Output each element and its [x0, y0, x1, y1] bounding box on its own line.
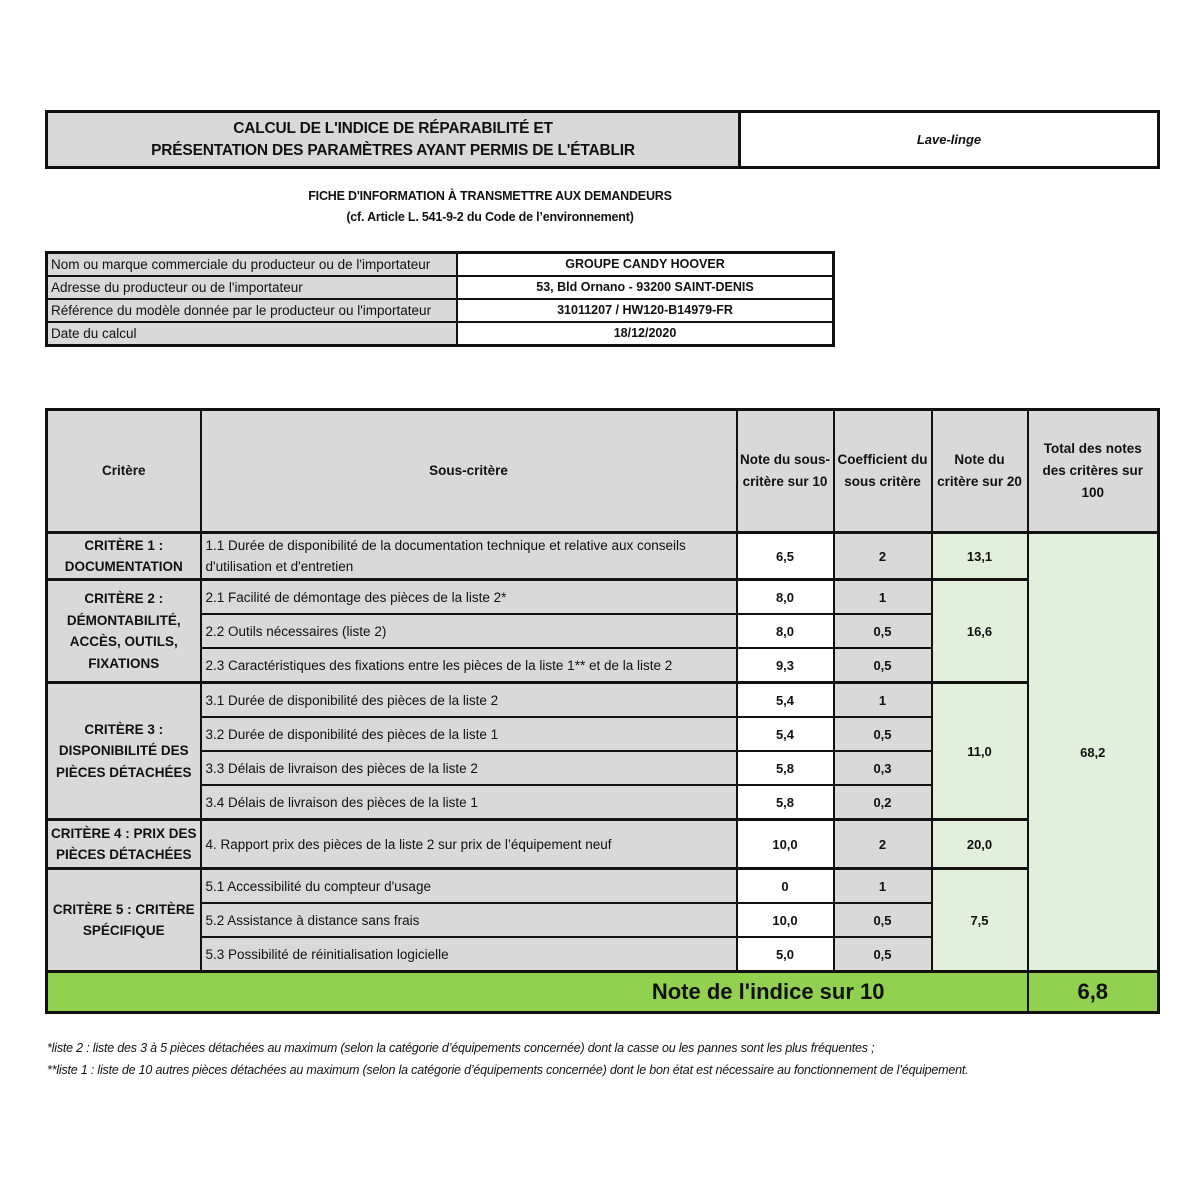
- info-value: 18/12/2020: [457, 322, 834, 346]
- subcriterion-score: 0: [737, 869, 834, 904]
- subcriterion-coefficient: 0,5: [834, 903, 932, 937]
- subcriterion-score: 8,0: [737, 580, 834, 615]
- col-header-note-sous-critere: Note du sous-critère sur 10: [737, 410, 834, 533]
- info-row: [47, 299, 834, 322]
- info-row: [47, 276, 834, 299]
- subcriterion-score: 5,8: [737, 785, 834, 820]
- subcriterion-coefficient: 0,5: [834, 614, 932, 648]
- subcriterion-score: 10,0: [737, 820, 834, 869]
- subcriterion-coefficient: 1: [834, 869, 932, 904]
- subtitle-line-2: (cf. Article L. 541-9-2 du Code de l’environnement): [346, 210, 634, 224]
- criterion-name: CRITÈRE 1 : DOCUMENTATION: [47, 533, 201, 580]
- info-row: [47, 253, 834, 277]
- final-index-value: 6,8: [1028, 972, 1159, 1013]
- subcriterion-label: 5.3 Possibilité de réinitialisation logicielle: [201, 937, 737, 972]
- info-value: GROUPE CANDY HOOVER: [457, 253, 834, 277]
- col-header-note-critere: Note du critère sur 20: [932, 410, 1028, 533]
- col-header-sous-critere: Sous-critère: [201, 410, 737, 533]
- criterion-score-20: 16,6: [932, 580, 1028, 683]
- final-index-label: Note de l'indice sur 10: [47, 972, 1028, 1013]
- subcriterion-label: 2.3 Caractéristiques des fixations entre les pièces de la liste 1** et de la liste 2: [201, 648, 737, 683]
- criterion-name: CRITÈRE 2 : DÉMONTABILITÉ, ACCÈS, OUTILS, FIXATIONS: [47, 580, 201, 683]
- footnote-liste-1: **liste 1 : liste de 10 autres pièces détachées au maximum (selon la catégorie d’équipements concernée) dont le bon état est nécessaire au fonctionnement de l’équipement.: [47, 1062, 969, 1077]
- criterion-score-20: 20,0: [932, 820, 1028, 869]
- repairability-table: [45, 408, 1160, 1014]
- subcriterion-score: 5,4: [737, 683, 834, 718]
- subcriterion-coefficient: 0,5: [834, 937, 932, 972]
- footnote-liste-2: *liste 2 : liste des 3 à 5 pièces détachées au maximum (selon la catégorie d’équipements concernée) dont la casse ou les pannes sont les plus fréquentes ;: [47, 1041, 875, 1055]
- info-label: Nom ou marque commerciale du producteur ou de l'importateur: [47, 253, 458, 277]
- subcriterion-coefficient: 2: [834, 533, 932, 580]
- criterion-name: CRITÈRE 3 : DISPONIBILITÉ DES PIÈCES DÉTACHÉES: [47, 683, 201, 820]
- info-value: 53, Bld Ornano - 93200 SAINT-DENIS: [457, 276, 834, 299]
- subcriterion-label: 2.1 Facilité de démontage des pièces de la liste 2*: [201, 580, 737, 615]
- criterion-name: CRITÈRE 4 : PRIX DES PIÈCES DÉTACHÉES: [47, 820, 201, 869]
- producer-info-table: [45, 251, 835, 347]
- info-label: Référence du modèle donnée par le producteur ou l'importateur: [47, 299, 458, 322]
- info-sheet-subtitle: [45, 186, 935, 228]
- footnotes: [47, 1038, 1157, 1081]
- subcriterion-label: 3.4 Délais de livraison des pièces de la liste 1: [201, 785, 737, 820]
- header-row: [47, 410, 1159, 533]
- subcriterion-label: 5.1 Accessibilité du compteur d'usage: [201, 869, 737, 904]
- subcriterion-row: [47, 869, 1159, 904]
- criterion-score-20: 13,1: [932, 533, 1028, 580]
- subcriterion-score: 5,4: [737, 717, 834, 751]
- subcriterion-coefficient: 0,2: [834, 785, 932, 820]
- subcriterion-label: 4. Rapport prix des pièces de la liste 2 sur prix de l’équipement neuf: [201, 820, 737, 869]
- info-label: Adresse du producteur ou de l'importateur: [47, 276, 458, 299]
- subcriterion-score: 6,5: [737, 533, 834, 580]
- criterion-score-20: 7,5: [932, 869, 1028, 972]
- col-header-coefficient: Coefficient du sous critère: [834, 410, 932, 533]
- subcriterion-coefficient: 1: [834, 683, 932, 718]
- final-index-row: [47, 972, 1159, 1013]
- subcriterion-label: 3.2 Durée de disponibilité des pièces de la liste 1: [201, 717, 737, 751]
- subcriterion-score: 8,0: [737, 614, 834, 648]
- subcriterion-label: 3.1 Durée de disponibilité des pièces de la liste 2: [201, 683, 737, 718]
- subcriterion-coefficient: 0,3: [834, 751, 932, 785]
- info-label: Date du calcul: [47, 322, 458, 346]
- subcriterion-coefficient: 1: [834, 580, 932, 615]
- col-header-critere: Critère: [47, 410, 201, 533]
- subcriterion-row: [47, 820, 1159, 869]
- product-category: Lave-linge: [741, 113, 1157, 166]
- subcriterion-score: 5,0: [737, 937, 834, 972]
- subcriterion-row: [47, 533, 1159, 580]
- subcriterion-score: 5,8: [737, 751, 834, 785]
- subcriterion-score: 10,0: [737, 903, 834, 937]
- subcriterion-coefficient: 0,5: [834, 648, 932, 683]
- info-row: [47, 322, 834, 346]
- document-title: [48, 113, 741, 166]
- col-header-total: Total des notes des critères sur 100: [1028, 410, 1159, 533]
- subcriterion-row: [47, 683, 1159, 718]
- criterion-name: CRITÈRE 5 : CRITÈRE SPÉCIFIQUE: [47, 869, 201, 972]
- subcriterion-label: 1.1 Durée de disponibilité de la documentation technique et relative aux conseils d'utilisation et d'entretien: [201, 533, 737, 580]
- subcriterion-score: 9,3: [737, 648, 834, 683]
- subcriterion-label: 2.2 Outils nécessaires (liste 2): [201, 614, 737, 648]
- subcriterion-label: 5.2 Assistance à distance sans frais: [201, 903, 737, 937]
- criterion-score-20: 11,0: [932, 683, 1028, 820]
- subcriterion-coefficient: 0,5: [834, 717, 932, 751]
- title-line-1: CALCUL DE L'INDICE DE RÉPARABILITÉ ET: [233, 119, 553, 137]
- subcriterion-coefficient: 2: [834, 820, 932, 869]
- subcriterion-label: 3.3 Délais de livraison des pièces de la liste 2: [201, 751, 737, 785]
- total-score-100: 68,2: [1028, 533, 1159, 972]
- subtitle-line-1: FICHE D'INFORMATION À TRANSMETTRE AUX DEMANDEURS: [308, 189, 672, 203]
- title-line-2: PRÉSENTATION DES PARAMÈTRES AYANT PERMIS DE L'ÉTABLIR: [151, 141, 635, 159]
- document-header: [45, 110, 1160, 169]
- info-value: 31011207 / HW120-B14979-FR: [457, 299, 834, 322]
- subcriterion-row: [47, 580, 1159, 615]
